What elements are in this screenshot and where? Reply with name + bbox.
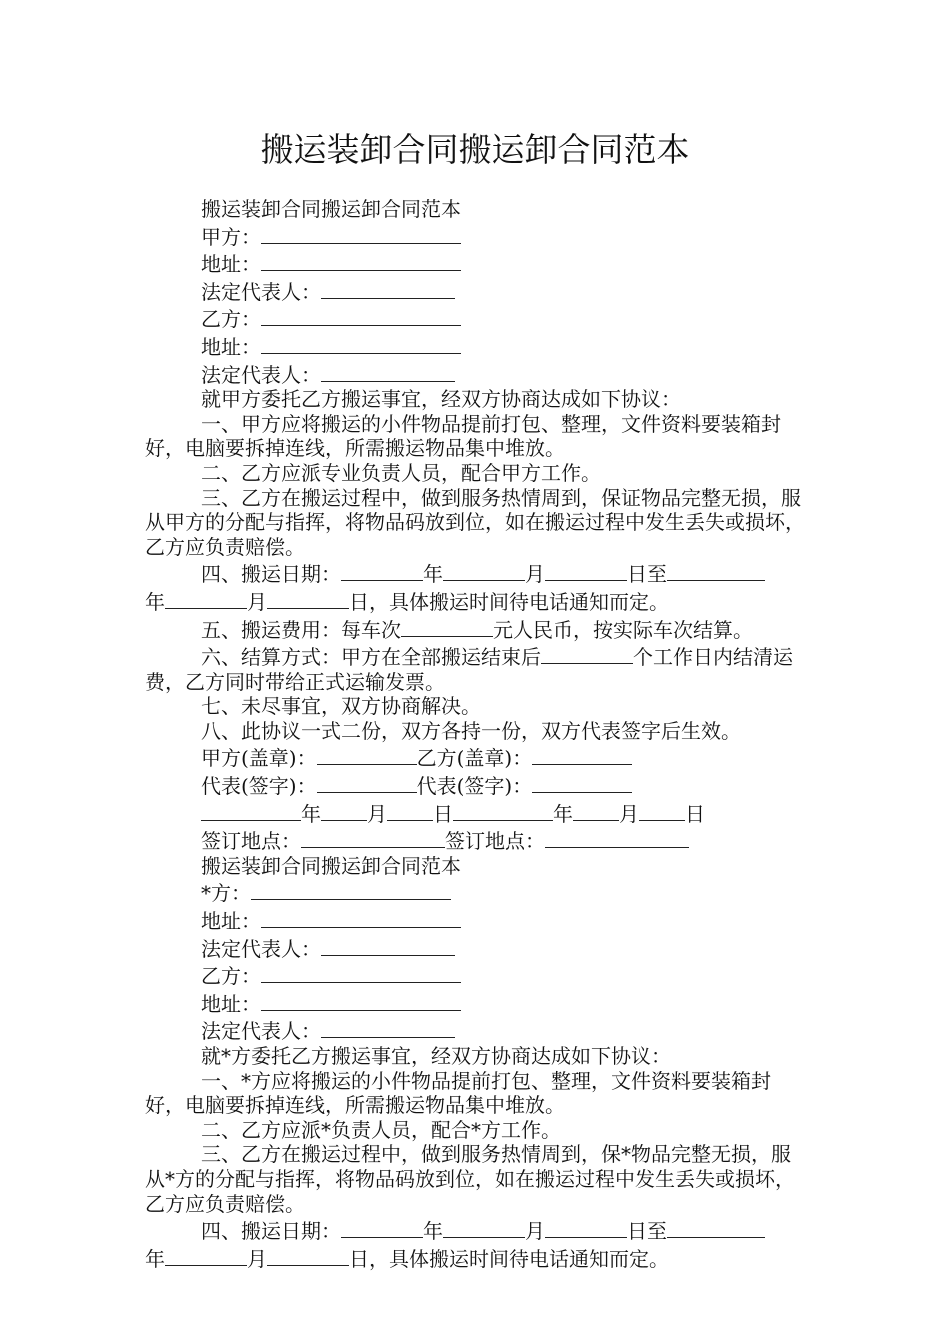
clause-4-label: 四、搬运日期： xyxy=(201,562,341,587)
clause-6 xyxy=(145,642,810,694)
blank xyxy=(387,799,433,821)
blank xyxy=(639,799,685,821)
intro-paragraph-2: 就*方委托乙方搬运事宜，经双方协商达成如下协议： xyxy=(201,1044,671,1068)
month-label: 月 xyxy=(247,1246,267,1271)
day-label: 日 xyxy=(627,1219,647,1244)
clause-5-text: 元人民币，按实际车次结算。 xyxy=(493,617,753,642)
party-b-line xyxy=(145,304,810,332)
clause-6-text: 六、结算方式：甲方在全部搬运结束后 xyxy=(201,645,541,670)
blank xyxy=(545,1216,627,1238)
sign-a-label: 代表(签字)： xyxy=(201,774,317,799)
year-label: 年 xyxy=(553,801,573,826)
month-label: 月 xyxy=(247,589,267,614)
sign-b-label: 代表(签字)： xyxy=(416,774,533,799)
clause-5-text: 五、搬运费用：每车次 xyxy=(201,617,401,642)
document-body xyxy=(145,197,810,1271)
year-label: 年 xyxy=(145,1246,165,1271)
month-label: 月 xyxy=(619,801,639,826)
clause-4-line2 xyxy=(145,587,810,615)
blank xyxy=(165,587,247,609)
seal-line xyxy=(145,743,810,771)
blank xyxy=(532,771,632,793)
rep-b2-label: 法定代表人： xyxy=(201,1019,321,1044)
to-label: 至 xyxy=(647,562,667,587)
clause-5 xyxy=(145,615,810,643)
blank xyxy=(165,1244,247,1266)
blank xyxy=(261,989,461,1011)
party-b2-line xyxy=(145,961,810,989)
intro-paragraph: 就甲方委托乙方搬运事宜，经双方协商达成如下协议： xyxy=(201,387,681,412)
address-a-line xyxy=(145,249,810,277)
subtitle-line-2: 搬运装卸合同搬运卸合同范本 xyxy=(201,853,461,878)
blank xyxy=(341,1216,423,1238)
sign-line xyxy=(145,771,810,799)
address-b2-line xyxy=(145,989,810,1017)
party-a-label: 甲方： xyxy=(201,224,261,249)
clause-2: 二、乙方应派专业负责人员，配合甲方工作。 xyxy=(201,460,601,485)
clause-3: 三、乙方在搬运过程中，做到服务热情周到，保证物品完整无损，服从甲方的分配与指挥，将物品码放到位，如在搬运过程中发生丢失或损坏，乙方应负责赔偿。 xyxy=(145,485,805,559)
year-label: 年 xyxy=(423,1219,443,1244)
blank xyxy=(443,559,525,581)
date-line xyxy=(145,799,810,827)
rep-x-line xyxy=(145,934,810,962)
blank xyxy=(317,743,417,765)
party-a-line xyxy=(145,222,810,250)
blank xyxy=(541,642,633,664)
year-label: 年 xyxy=(423,562,443,587)
blank xyxy=(321,799,367,821)
address-b2-label: 地址： xyxy=(201,991,261,1016)
rep-a-line xyxy=(145,277,810,305)
address-b-blank xyxy=(261,332,461,354)
address-b-label: 地址： xyxy=(201,334,261,359)
party-x-line xyxy=(145,878,810,906)
blank xyxy=(545,826,689,848)
place-b-label: 签订地点： xyxy=(445,829,545,854)
address-a-blank xyxy=(261,249,461,271)
day-label: 日 xyxy=(627,562,647,587)
subtitle-line xyxy=(145,197,810,222)
blank xyxy=(251,878,451,900)
blank xyxy=(401,615,493,637)
place-a-label: 签订地点： xyxy=(201,829,301,854)
party-a-blank xyxy=(261,222,461,244)
clause-4-b-tail: 日，具体搬运时间待电话通知而定。 xyxy=(349,1246,669,1271)
blank xyxy=(267,1244,349,1266)
blank xyxy=(317,771,417,793)
blank xyxy=(261,906,461,928)
document-title: 搬运装卸合同搬运卸合同范本 xyxy=(260,130,690,169)
clause-7: 七、未尽事宜，双方协商解决。 xyxy=(201,694,481,719)
party-b-blank xyxy=(261,304,461,326)
clause-1-b: 一、*方应将搬运的小件物品提前打包、整理，文件资料要装箱封好，电脑要拆掉连线，所需搬运物品集中堆放。 xyxy=(145,1068,771,1118)
rep-a-label: 法定代表人： xyxy=(201,279,321,304)
clause-4-b-line2 xyxy=(145,1244,810,1272)
blank xyxy=(667,559,765,581)
blank xyxy=(321,1016,455,1038)
clause-1: 一、甲方应将搬运的小件物品提前打包、整理，文件资料要装箱封好，电脑要拆掉连线，所需搬运物品集中堆放。 xyxy=(145,411,781,461)
blank xyxy=(321,934,455,956)
party-b-label: 乙方： xyxy=(201,307,261,332)
clause-4-b-label: 四、搬运日期： xyxy=(201,1219,341,1244)
address-b-line xyxy=(145,332,810,360)
party-x-label: *方： xyxy=(201,881,251,906)
month-label: 月 xyxy=(525,562,545,587)
clause-3-b: 三、乙方在搬运过程中，做到服务热情周到，保*物品完整无损，服从*方的分配与指挥，将物品码放到位，如在搬运过程中发生丢失或损坏，乙方应负责赔偿。 xyxy=(145,1142,795,1216)
blank xyxy=(301,826,445,848)
place-line xyxy=(145,826,810,854)
party-b2-label: 乙方： xyxy=(201,964,261,989)
to-label: 至 xyxy=(647,1219,667,1244)
rep-b-label: 法定代表人： xyxy=(201,362,321,387)
subtitle-text: 搬运装卸合同搬运卸合同范本 xyxy=(201,197,461,221)
blank xyxy=(667,1216,765,1238)
day-label: 日 xyxy=(433,801,453,826)
blank xyxy=(573,799,619,821)
rep-a-blank xyxy=(321,277,455,299)
clause-4-tail: 日，具体搬运时间待电话通知而定。 xyxy=(349,589,669,614)
blank xyxy=(201,799,301,821)
clause-6-text: 个工作日内结清运费，乙方同时带给正式运输发票。 xyxy=(145,645,793,694)
rep-b-line xyxy=(145,360,810,388)
year-label: 年 xyxy=(301,801,321,826)
seal-a-label: 甲方(盖章)： xyxy=(201,746,317,771)
rep-b2-line xyxy=(145,1016,810,1044)
blank xyxy=(443,1216,525,1238)
address-x-line xyxy=(145,906,810,934)
clause-2-b: 二、乙方应派*负责人员，配合*方工作。 xyxy=(201,1117,561,1142)
blank xyxy=(453,799,553,821)
blank xyxy=(341,559,423,581)
blank xyxy=(261,961,461,983)
blank xyxy=(267,587,349,609)
blank xyxy=(545,559,627,581)
year-label: 年 xyxy=(145,589,165,614)
clause-4-line1 xyxy=(145,559,810,587)
clause-4-b-line1 xyxy=(145,1216,810,1244)
rep-x-label: 法定代表人： xyxy=(201,936,321,961)
month-label: 月 xyxy=(367,801,387,826)
blank xyxy=(532,743,632,765)
seal-b-label: 乙方(盖章)： xyxy=(416,746,533,771)
month-label: 月 xyxy=(525,1219,545,1244)
clause-8: 八、此协议一式二份，双方各持一份，双方代表签字后生效。 xyxy=(201,718,741,743)
address-x-label: 地址： xyxy=(201,909,261,934)
day-label: 日 xyxy=(685,801,705,826)
address-a-label: 地址： xyxy=(201,252,261,277)
rep-b-blank xyxy=(321,360,455,382)
